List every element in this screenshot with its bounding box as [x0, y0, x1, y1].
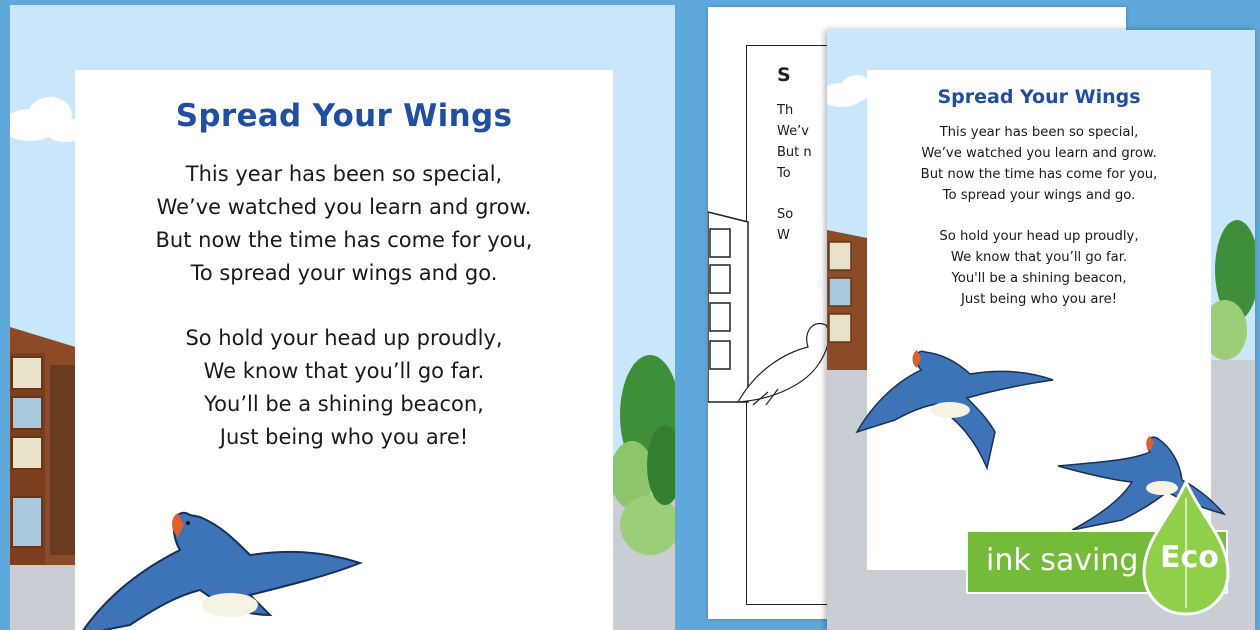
preview-title: Spread Your Wings — [937, 86, 1141, 108]
poem-line: Just being who you are! — [219, 425, 469, 449]
poem-line: So — [777, 207, 794, 222]
poem-line: We’ve watched you learn and grow. — [156, 195, 532, 219]
poem-line: This year has been so special, — [185, 162, 503, 186]
poem-line: Just being who you are! — [961, 292, 1117, 307]
poem-line: This year has been so special, — [939, 125, 1139, 140]
eco-label: Eco — [1160, 540, 1219, 575]
poem-line: To spread your wings and go. — [942, 188, 1136, 203]
preview-bw-title: S — [777, 64, 791, 86]
poem-line: You'll be a shining beacon, — [951, 271, 1127, 286]
poem-line: But now the time has come for you, — [155, 228, 533, 252]
preview-stanza-2 — [867, 226, 1211, 310]
school-building-outline-icon — [708, 212, 748, 402]
poem-line: We’ve watched you learn and grow. — [921, 146, 1157, 161]
poem-line: We know that you’ll go far. — [203, 359, 485, 383]
poem-line: But now the time has come for you, — [920, 167, 1158, 182]
poem-line: We’v — [777, 124, 809, 139]
poster-main — [10, 5, 675, 630]
dove-outline-icon — [738, 324, 829, 405]
poem-line: You’ll be a shining beacon, — [204, 392, 484, 416]
poem-line: W — [777, 228, 790, 243]
poem-line: So hold your head up proudly, — [939, 229, 1139, 244]
poem-line: To — [777, 166, 791, 181]
ink-saving-text: ink saving — [986, 543, 1139, 578]
poem-line: Th — [777, 103, 794, 118]
swallow-bird-icon — [855, 340, 1055, 470]
poem-line: To spread your wings and go. — [190, 261, 498, 285]
poem-line: So hold your head up proudly, — [185, 326, 503, 350]
preview-stanza-1 — [867, 122, 1211, 206]
swallow-bird-icon — [70, 495, 370, 630]
stanza-2 — [75, 322, 613, 454]
poem-title: Spread Your Wings — [175, 98, 513, 134]
cloud-icon — [10, 97, 85, 142]
poem-line: But n — [777, 145, 812, 160]
poem-line: We know that you’ll go far. — [950, 250, 1128, 265]
stanza-1 — [75, 158, 613, 290]
